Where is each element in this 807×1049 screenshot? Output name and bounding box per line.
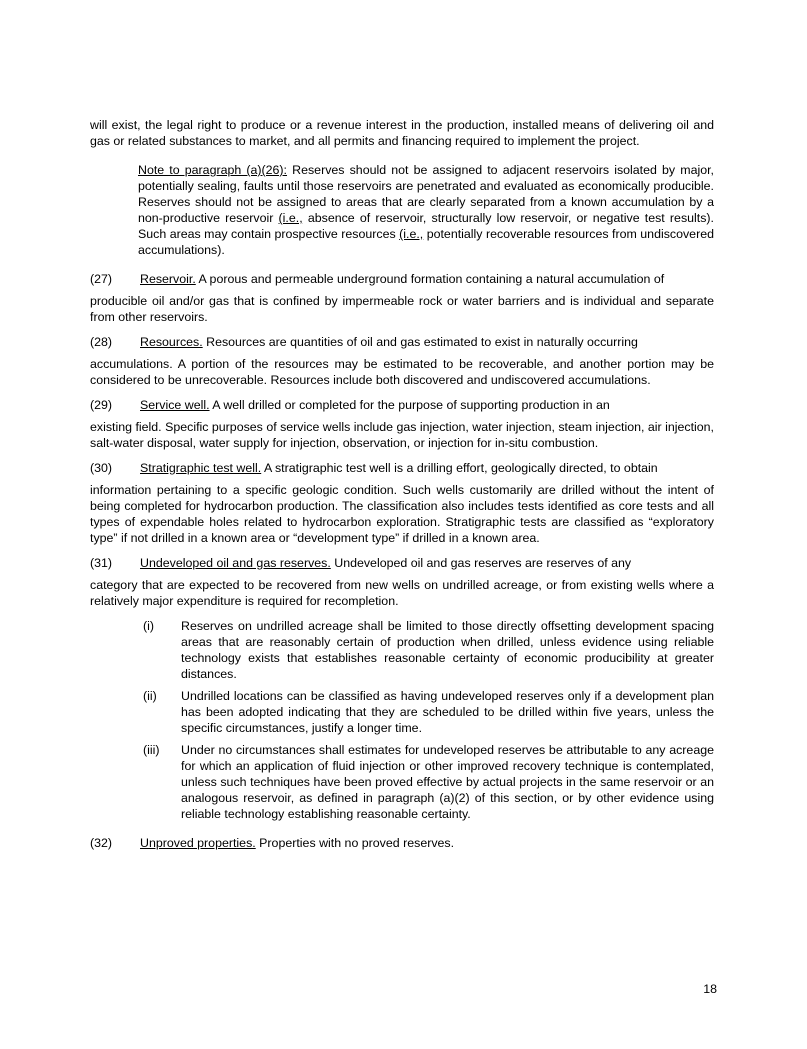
subparagraph-text: Undrilled locations can be classified as having undeveloped reserves only if a development plan has been adopted indicating that they are scheduled to be drilled within five years, unless the specific circumstances, justify a longer time.: [181, 689, 714, 735]
note-text-1: Reserves should not be assigned to adjacent reservoirs isolated by major, potentially sealing, faults until those reservoirs are penetrated and evaluated as economically producible. Reserves should not be assigned to areas that are clearly separated from a known accumulation by a non-productive reservoir: [138, 163, 714, 225]
subparagraph-item: [143, 742, 714, 822]
subparagraph-text: Reserves on undrilled acreage shall be limited to those directly offsetting development spacing areas that are reasonably certain of production when drilled, unless evidence using reliable technology exists that establishes reasonable certainty of economic producibility at greater distances.: [181, 619, 714, 681]
definition-number: (30): [90, 461, 113, 475]
subparagraph-item: [143, 618, 714, 682]
definition-lead-text: Undeveloped oil and gas reserves are reserves of any: [330, 556, 632, 570]
definition-lead: [140, 334, 714, 350]
definition-body: existing field. Specific purposes of service wells include gas injection, water injection, steam injection, air injection, salt-water disposal, water supply for injection, observation, or injection for in-situ combustion.: [90, 420, 714, 450]
definition-number: (29): [90, 398, 113, 412]
note-text-3: potentially recoverable resources from undiscovered accumulations).: [138, 227, 714, 257]
definition-number: (27): [90, 272, 113, 286]
definition-body: category that are expected to be recovered from new wells on undrilled acreage, or from existing wells where a relatively major expenditure is required for recompletion.: [90, 578, 714, 608]
definition-body: producible oil and/or gas that is confined by impermeable rock or water barriers and is individual and separate from other reservoirs.: [90, 294, 714, 324]
definition-number: (28): [90, 335, 113, 349]
document-page: [90, 117, 714, 857]
definition-lead-text: A stratigraphic test well is a drilling effort, geologically directed, to obtain: [261, 461, 658, 475]
note-text-2: absence of reservoir, structurally low reservoir, or negative test results). Such areas may contain prospective resources: [138, 211, 714, 241]
definition-heading: [90, 555, 714, 571]
subparagraph-item: [143, 688, 714, 736]
definition-lead: [140, 271, 714, 287]
definition-number: (31): [90, 556, 113, 570]
definition-undeveloped-reserves: [90, 555, 714, 609]
note-to-paragraph: [138, 162, 714, 258]
definition-term: Undeveloped oil and gas reserves.: [140, 556, 331, 570]
note-ie-1: (i.e.,: [278, 211, 303, 225]
subparagraph-number: (ii): [143, 689, 157, 703]
subparagraph-number: (iii): [143, 743, 160, 757]
definition-term: Stratigraphic test well.: [140, 461, 262, 475]
definition-term: Service well.: [140, 398, 210, 412]
definition-body: accumulations. A portion of the resources may be estimated to be recoverable, and another portion may be considered to be unrecoverable. Resources include both discovered and undiscovered accumulations.: [90, 357, 714, 387]
note-label: Note to paragraph (a)(26):: [138, 163, 288, 177]
subparagraph-list: [143, 618, 714, 822]
definition-reservoir: [90, 271, 714, 325]
definition-lead: [140, 555, 714, 571]
opening-paragraph: will exist, the legal right to produce or a revenue interest in the production, installed means of delivering oil and gas or related substances to market, and all permits and financing required to implement the project.: [90, 118, 714, 148]
definition-resources: [90, 334, 714, 388]
definition-lead: [140, 460, 714, 476]
definition-lead: [140, 397, 714, 413]
definition-service-well: [90, 397, 714, 451]
page-number: 18: [703, 982, 717, 996]
definition-lead: [140, 835, 714, 851]
definition-lead-text: Properties with no proved reserves.: [255, 836, 455, 850]
definition-term: Reservoir.: [140, 272, 196, 286]
subparagraph-number: (i): [143, 619, 155, 633]
definition-heading: [90, 334, 714, 350]
note-ie-2: (i.e.,: [399, 227, 424, 241]
definition-stratigraphic-test-well: [90, 460, 714, 546]
definition-body: information pertaining to a specific geologic condition. Such wells customarily are drilled without the intent of being completed for hydrocarbon production. The classification also includes tests identified as core tests and all types of expendable holes related to hydrocarbon exploration. Stratigraphic tests are classified as “exploratory type” if not drilled in a known area or “development type” if drilled in a known area.: [90, 483, 714, 545]
definition-lead-text: Resources are quantities of oil and gas estimated to exist in naturally occurring: [202, 335, 638, 349]
definition-term: Resources.: [140, 335, 203, 349]
definition-heading: [90, 271, 714, 287]
definition-heading: [90, 460, 714, 476]
definition-unproved-properties: [90, 835, 714, 851]
definition-term: Unproved properties.: [140, 836, 256, 850]
definition-number: (32): [90, 836, 113, 850]
definition-lead-text: A well drilled or completed for the purpose of supporting production in an: [209, 398, 610, 412]
subparagraph-text: Under no circumstances shall estimates for undeveloped reserves be attributable to any acreage for which an application of fluid injection or other improved recovery technique is contemplated, unless such techniques have been proved effective by actual projects in the same reservoir or an analogous reservoir, as defined in paragraph (a)(2) of this section, or by other evidence using reliable technology establishing reasonable certainty.: [181, 743, 714, 821]
definition-lead-text: A porous and permeable underground formation containing a natural accumulation of: [195, 272, 665, 286]
definition-heading: [90, 397, 714, 413]
